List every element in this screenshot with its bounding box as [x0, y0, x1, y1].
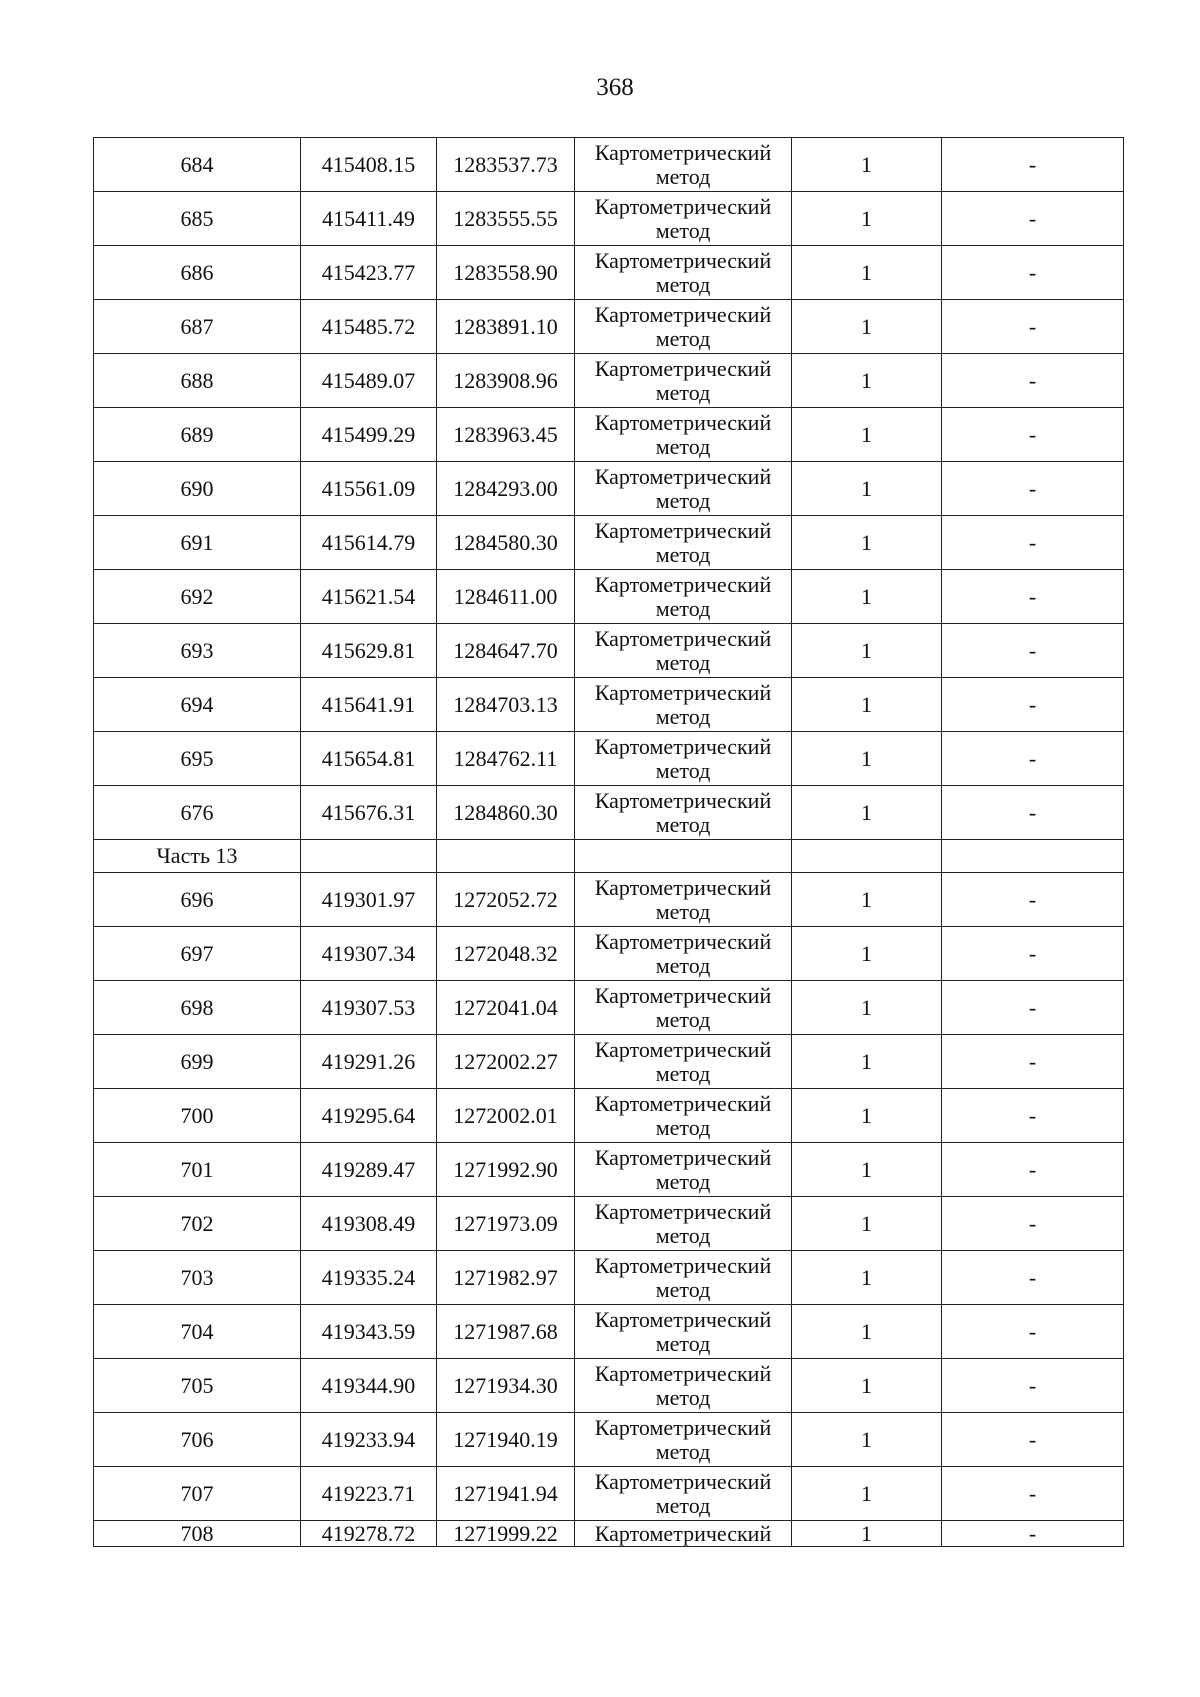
method-text — [575, 984, 791, 1032]
note-cell: - — [942, 570, 1124, 624]
point-number: 691 — [94, 516, 301, 570]
coordinate-y: 1271987.68 — [437, 1305, 575, 1359]
method-word-2: метод — [655, 649, 711, 675]
method-cell — [575, 408, 792, 462]
method-cell — [575, 1305, 792, 1359]
method-cell — [575, 462, 792, 516]
coordinate-x: 419343.59 — [301, 1305, 437, 1359]
coordinate-x: 419308.49 — [301, 1197, 437, 1251]
method-word-1: Картометрический — [594, 139, 772, 165]
coordinate-x: 419307.53 — [301, 981, 437, 1035]
method-word-2: метод — [655, 433, 711, 459]
method-cell — [575, 192, 792, 246]
table-row — [94, 981, 1124, 1035]
note-cell: - — [942, 927, 1124, 981]
coordinate-x: 415499.29 — [301, 408, 437, 462]
table-body-last — [94, 1521, 1124, 1547]
method-word-2: метод — [655, 1438, 711, 1464]
method-word-2: метод — [655, 1330, 711, 1356]
method-text — [575, 141, 791, 189]
method-word-2: метод — [655, 217, 711, 243]
method-text — [575, 1146, 791, 1194]
method-word-1: Картометрический — [594, 733, 772, 759]
method-word-1: Картометрический — [594, 1090, 772, 1116]
method-text — [575, 465, 791, 513]
table-row — [94, 1143, 1124, 1197]
method-word-1: Картометрический — [594, 1036, 772, 1062]
point-number: 703 — [94, 1251, 301, 1305]
table-row — [94, 1305, 1124, 1359]
coordinate-x: 415629.81 — [301, 624, 437, 678]
method-text — [575, 303, 791, 351]
coordinate-x: 419295.64 — [301, 1089, 437, 1143]
point-number: 676 — [94, 786, 301, 840]
point-number: 699 — [94, 1035, 301, 1089]
point-number: 685 — [94, 192, 301, 246]
table-row — [94, 570, 1124, 624]
method-word-2: метод — [655, 487, 711, 513]
method-text — [575, 249, 791, 297]
method-text — [575, 735, 791, 783]
method-cell — [575, 1035, 792, 1089]
method-word-1: Картометрический — [594, 1144, 772, 1170]
coordinate-y: 1284860.30 — [437, 786, 575, 840]
note-cell: - — [942, 516, 1124, 570]
table-row — [94, 462, 1124, 516]
note-cell: - — [942, 1089, 1124, 1143]
method-word-1: Картометрический — [594, 1306, 772, 1332]
coordinate-y: 1271982.97 — [437, 1251, 575, 1305]
point-number: 708 — [94, 1521, 301, 1547]
method-cell — [575, 786, 792, 840]
table-body-part-12 — [94, 138, 1124, 840]
accuracy-cell: 1 — [792, 981, 942, 1035]
coordinate-x: 415621.54 — [301, 570, 437, 624]
note-cell: - — [942, 1143, 1124, 1197]
method-cell — [575, 732, 792, 786]
accuracy-cell: 1 — [792, 624, 942, 678]
method-cell — [575, 678, 792, 732]
point-number: 701 — [94, 1143, 301, 1197]
method-cell — [575, 138, 792, 192]
point-number: 686 — [94, 246, 301, 300]
point-number: 694 — [94, 678, 301, 732]
accuracy-cell: 1 — [792, 873, 942, 927]
note-cell: - — [942, 300, 1124, 354]
method-word-1: Картометрический — [594, 517, 772, 543]
table-row — [94, 624, 1124, 678]
coordinates-table — [93, 137, 1124, 1547]
coordinate-y: 1284703.13 — [437, 678, 575, 732]
coordinate-y: 1271941.94 — [437, 1467, 575, 1521]
method-word-1: Картометрический — [594, 1468, 772, 1494]
coordinate-y: 1272052.72 — [437, 873, 575, 927]
point-number: 705 — [94, 1359, 301, 1413]
method-text — [575, 681, 791, 729]
method-cell — [575, 354, 792, 408]
table-row — [94, 516, 1124, 570]
coordinate-x: 415423.77 — [301, 246, 437, 300]
method-cell — [575, 1143, 792, 1197]
coordinate-x: 419301.97 — [301, 873, 437, 927]
method-word-2: метод — [655, 952, 711, 978]
accuracy-cell: 1 — [792, 1305, 942, 1359]
point-number: 704 — [94, 1305, 301, 1359]
method-text — [575, 1416, 791, 1464]
method-cell — [575, 1413, 792, 1467]
method-word-1: Картометрический — [594, 1198, 772, 1224]
method-word-2: метод — [655, 1006, 711, 1032]
accuracy-cell: 1 — [792, 1251, 942, 1305]
table-row — [94, 354, 1124, 408]
accuracy-cell: 1 — [792, 678, 942, 732]
note-cell: - — [942, 462, 1124, 516]
accuracy-cell: 1 — [792, 1035, 942, 1089]
method-word-1: Картометрический — [594, 1252, 772, 1278]
note-cell: - — [942, 678, 1124, 732]
method-cell — [575, 981, 792, 1035]
method-cell — [575, 1089, 792, 1143]
coordinate-y: 1272002.01 — [437, 1089, 575, 1143]
table-row — [94, 192, 1124, 246]
method-cell — [575, 246, 792, 300]
note-cell: - — [942, 786, 1124, 840]
coordinate-x: 419233.94 — [301, 1413, 437, 1467]
coordinate-x: 415408.15 — [301, 138, 437, 192]
accuracy-cell: 1 — [792, 786, 942, 840]
method-text — [575, 930, 791, 978]
page-number: 368 — [596, 74, 634, 101]
coordinate-x: 415489.07 — [301, 354, 437, 408]
empty-cell — [942, 840, 1124, 873]
note-cell: - — [942, 246, 1124, 300]
table-row — [94, 1089, 1124, 1143]
accuracy-cell: 1 — [792, 408, 942, 462]
method-cell: Картометрический — [575, 1521, 792, 1547]
method-word-2: метод — [655, 541, 711, 567]
method-cell — [575, 1197, 792, 1251]
method-cell — [575, 516, 792, 570]
table-row — [94, 1035, 1124, 1089]
coordinate-x: 419289.47 — [301, 1143, 437, 1197]
coordinate-y: 1271999.22 — [437, 1521, 575, 1547]
coordinate-y: 1271940.19 — [437, 1413, 575, 1467]
method-word-2: метод — [655, 1222, 711, 1248]
table-row — [94, 678, 1124, 732]
method-cell — [575, 1359, 792, 1413]
method-word-1: Картометрический — [594, 247, 772, 273]
coordinate-x: 415561.09 — [301, 462, 437, 516]
empty-cell — [437, 840, 575, 873]
coordinate-x: 415614.79 — [301, 516, 437, 570]
accuracy-cell: 1 — [792, 1467, 942, 1521]
accuracy-cell: 1 — [792, 192, 942, 246]
table-row — [94, 300, 1124, 354]
coordinate-x: 415654.81 — [301, 732, 437, 786]
coordinate-y: 1271973.09 — [437, 1197, 575, 1251]
note-cell: - — [942, 873, 1124, 927]
method-text — [575, 1308, 791, 1356]
empty-cell — [792, 840, 942, 873]
accuracy-cell: 1 — [792, 138, 942, 192]
coordinate-y: 1271934.30 — [437, 1359, 575, 1413]
point-number: 698 — [94, 981, 301, 1035]
coordinate-x: 415411.49 — [301, 192, 437, 246]
note-cell: - — [942, 1251, 1124, 1305]
empty-cell — [301, 840, 437, 873]
method-cell — [575, 300, 792, 354]
table-row — [94, 786, 1124, 840]
method-cell — [575, 624, 792, 678]
method-word-1: Картометрический — [594, 409, 772, 435]
note-cell: - — [942, 192, 1124, 246]
table-row — [94, 1467, 1124, 1521]
method-word-1: Картометрический — [594, 928, 772, 954]
method-word-2: метод — [655, 1384, 711, 1410]
coordinate-x: 415641.91 — [301, 678, 437, 732]
part-row — [94, 840, 1124, 873]
method-text — [575, 357, 791, 405]
method-text — [575, 627, 791, 675]
table-row — [94, 873, 1124, 927]
accuracy-cell: 1 — [792, 246, 942, 300]
note-cell: - — [942, 1359, 1124, 1413]
note-cell: - — [942, 624, 1124, 678]
coordinate-y: 1283908.96 — [437, 354, 575, 408]
coordinate-y: 1284293.00 — [437, 462, 575, 516]
accuracy-cell: 1 — [792, 927, 942, 981]
method-cell — [575, 1251, 792, 1305]
note-cell: - — [942, 1413, 1124, 1467]
method-word-1: Картометрический — [594, 787, 772, 813]
method-cell — [575, 1467, 792, 1521]
table-row — [94, 1197, 1124, 1251]
point-number: 702 — [94, 1197, 301, 1251]
accuracy-cell: 1 — [792, 732, 942, 786]
note-cell: - — [942, 732, 1124, 786]
note-cell: - — [942, 981, 1124, 1035]
coordinate-y: 1283555.55 — [437, 192, 575, 246]
method-word-2: метод — [655, 595, 711, 621]
coordinate-x: 419307.34 — [301, 927, 437, 981]
table-body-part-13 — [94, 873, 1124, 1521]
note-cell: - — [942, 1521, 1124, 1547]
coordinate-y: 1272041.04 — [437, 981, 575, 1035]
point-number: 697 — [94, 927, 301, 981]
method-word-2: метод — [655, 1276, 711, 1302]
note-cell: - — [942, 408, 1124, 462]
accuracy-cell: 1 — [792, 1413, 942, 1467]
table-row — [94, 927, 1124, 981]
method-word-2: метод — [655, 703, 711, 729]
method-word-1: Картометрический — [594, 625, 772, 651]
coordinate-y: 1272048.32 — [437, 927, 575, 981]
method-word-2: метод — [655, 811, 711, 837]
table-row — [94, 1251, 1124, 1305]
method-cell — [575, 873, 792, 927]
accuracy-cell: 1 — [792, 300, 942, 354]
part-label: Часть 13 — [94, 840, 301, 873]
accuracy-cell: 1 — [792, 1359, 942, 1413]
coordinate-x: 415485.72 — [301, 300, 437, 354]
method-word-1: Картометрический — [594, 355, 772, 381]
point-number: 687 — [94, 300, 301, 354]
accuracy-cell: 1 — [792, 1197, 942, 1251]
accuracy-cell: 1 — [792, 462, 942, 516]
method-text — [575, 1362, 791, 1410]
method-text — [575, 876, 791, 924]
point-number: 689 — [94, 408, 301, 462]
method-word-1: Картометрический — [594, 1360, 772, 1386]
coordinate-y: 1283558.90 — [437, 246, 575, 300]
note-cell: - — [942, 1305, 1124, 1359]
accuracy-cell: 1 — [792, 570, 942, 624]
method-text — [575, 573, 791, 621]
coordinate-x: 419223.71 — [301, 1467, 437, 1521]
coordinate-y: 1284647.70 — [437, 624, 575, 678]
note-cell: - — [942, 138, 1124, 192]
method-word-1: Картометрический — [594, 982, 772, 1008]
method-cell — [575, 927, 792, 981]
method-word-2: метод — [655, 1060, 711, 1086]
accuracy-cell: 1 — [792, 1143, 942, 1197]
accuracy-cell: 1 — [792, 1089, 942, 1143]
coordinate-y: 1283891.10 — [437, 300, 575, 354]
coordinate-y: 1284580.30 — [437, 516, 575, 570]
table-row — [94, 1359, 1124, 1413]
note-cell: - — [942, 354, 1124, 408]
method-word-1: Картометрический — [594, 193, 772, 219]
table-body-part-header — [94, 840, 1124, 873]
point-number: 706 — [94, 1413, 301, 1467]
method-text — [575, 1254, 791, 1302]
table-row — [94, 408, 1124, 462]
method-text — [575, 195, 791, 243]
coordinate-x: 415676.31 — [301, 786, 437, 840]
method-word-1: Картометрический — [594, 679, 772, 705]
method-text — [575, 519, 791, 567]
method-word-2: метод — [655, 1114, 711, 1140]
point-number: 684 — [94, 138, 301, 192]
note-cell: - — [942, 1467, 1124, 1521]
method-word-2: метод — [655, 163, 711, 189]
coordinate-x: 419291.26 — [301, 1035, 437, 1089]
coordinate-y: 1283963.45 — [437, 408, 575, 462]
coordinate-x: 419344.90 — [301, 1359, 437, 1413]
table-row — [94, 732, 1124, 786]
method-word-1: Картометрический — [594, 301, 772, 327]
method-word-2: метод — [655, 757, 711, 783]
method-word-1: Картометрический — [594, 463, 772, 489]
accuracy-cell: 1 — [792, 1521, 942, 1547]
method-text — [575, 1200, 791, 1248]
coordinate-y: 1284762.11 — [437, 732, 575, 786]
coordinate-x: 419278.72 — [301, 1521, 437, 1547]
coordinate-x: 419335.24 — [301, 1251, 437, 1305]
method-word-1: Картометрический — [594, 874, 772, 900]
empty-cell — [575, 840, 792, 873]
method-word-2: метод — [655, 379, 711, 405]
table-row — [94, 1521, 1124, 1547]
method-word-1: Картометрический — [594, 1414, 772, 1440]
point-number: 696 — [94, 873, 301, 927]
point-number: 688 — [94, 354, 301, 408]
accuracy-cell: 1 — [792, 354, 942, 408]
table-row — [94, 138, 1124, 192]
point-number: 707 — [94, 1467, 301, 1521]
method-text — [575, 1038, 791, 1086]
accuracy-cell: 1 — [792, 516, 942, 570]
coordinate-y: 1284611.00 — [437, 570, 575, 624]
method-text — [575, 1092, 791, 1140]
method-text — [575, 789, 791, 837]
point-number: 692 — [94, 570, 301, 624]
table-row — [94, 246, 1124, 300]
method-cell — [575, 570, 792, 624]
method-text — [575, 1470, 791, 1518]
note-cell: - — [942, 1197, 1124, 1251]
method-text — [575, 411, 791, 459]
method-word-2: метод — [655, 1168, 711, 1194]
point-number: 690 — [94, 462, 301, 516]
method-word-1: Картометрический — [594, 571, 772, 597]
coordinate-y: 1272002.27 — [437, 1035, 575, 1089]
coordinate-y: 1283537.73 — [437, 138, 575, 192]
method-word-2: метод — [655, 325, 711, 351]
point-number: 695 — [94, 732, 301, 786]
point-number: 693 — [94, 624, 301, 678]
note-cell: - — [942, 1035, 1124, 1089]
point-number: 700 — [94, 1089, 301, 1143]
method-word-2: метод — [655, 898, 711, 924]
table-row — [94, 1413, 1124, 1467]
method-word-2: метод — [655, 1492, 711, 1518]
method-word-2: метод — [655, 271, 711, 297]
coordinate-y: 1271992.90 — [437, 1143, 575, 1197]
